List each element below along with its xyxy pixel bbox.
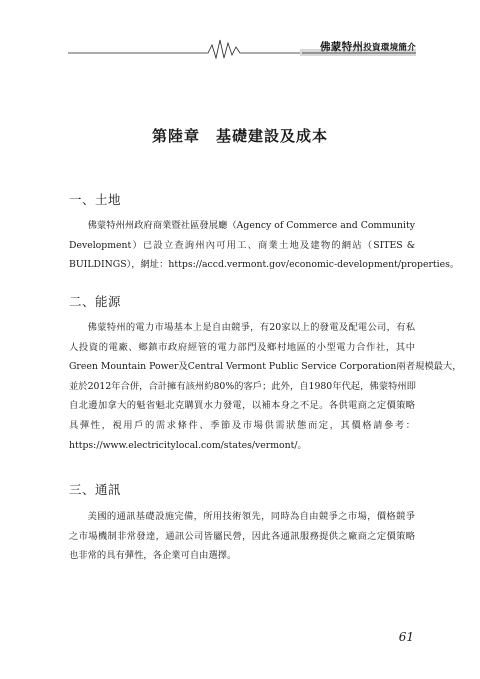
paragraph-line: 人投資的電廠、鄉鎮市政府經管的電力部門及鄉村地區的小型電力合作社，其中 [69,341,415,353]
section-heading-land: 一、土地 [69,192,122,207]
paragraph-line: 之市場機制非常發達，通訊公司皆屬民營，因此各通訊服務提供之廠商之定價策略 [69,530,415,542]
paragraph-line: 並於2012年合併，合計擁有該州約80%的客戶；此外，自1980年代起，佛蒙特州即 [69,380,416,392]
paragraph-line: 自北邊加拿大的魁省魁北克購買水力發電，以補本身之不足。各供電商之定價策略 [69,400,415,412]
section-heading-telecom: 三、通訊 [69,482,122,497]
paragraph-line: 也非常的具有彈性，各企業可自由選擇。 [69,550,237,562]
paragraph-line: BUILDINGS），網址：https://accd.vermont.gov/economic-development/properties。 [69,259,460,271]
section-paragraph-energy [69,318,462,455]
paragraph-line: Green Mountain Power及Central Vermont Public Service Corporation兩者規模最大， [69,361,462,373]
header-title [320,39,416,54]
section-heading-energy: 二、能源 [69,294,122,309]
paragraph-line: 佛蒙特州州政府商業暨社區發展廳（Agency of Commerce and Community [87,220,415,231]
page-number: 61 [398,630,414,644]
paragraph-line: https://www.electricitylocal.com/states/vermont/。 [69,439,307,451]
section-paragraph-land [69,216,460,275]
paragraph-line: 具彈性，視用戶的需求條件、季節及市場供需狀態而定，其價格請參考： [69,419,415,431]
header-title-sub: 投資環境簡介 [363,43,416,53]
paragraph-line: 佛蒙特州的電力市場基本上是自由競爭，有20家以上的發電及配電公司，有私 [87,322,415,333]
chapter-number: 第陸章 [151,127,200,145]
chapter-name: 基礎建設及成本 [216,127,329,145]
chapter-title [0,125,480,146]
running-header [68,34,416,60]
section-paragraph-telecom [69,507,415,566]
header-title-main: 佛蒙特州 [319,41,364,53]
paragraph-line: Development）已設立查詢州內可用工、商業土地及建物的網站（SITES & [69,239,415,251]
paragraph-line: 美國的通訊基礎設施完備，所用技術領先，同時為自由競爭之市場，價格競爭 [87,511,415,522]
